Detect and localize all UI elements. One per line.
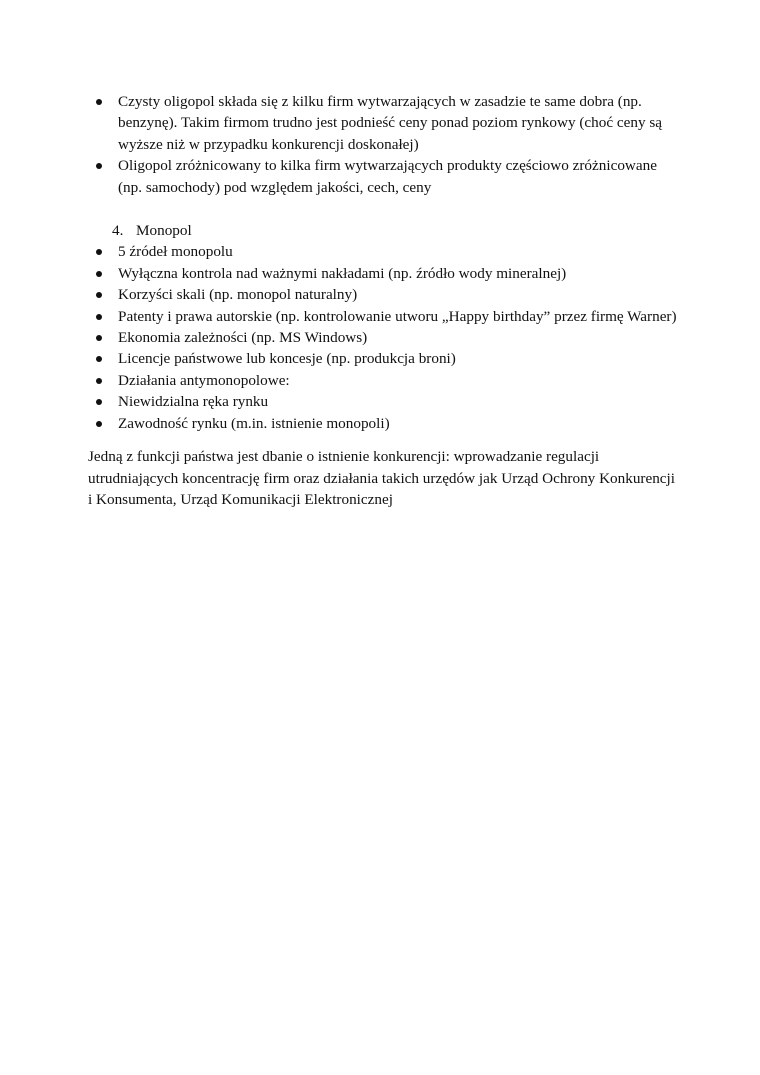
document-content bbox=[88, 91, 678, 510]
list-item-text: Ekonomia zależności (np. MS Windows) bbox=[118, 329, 368, 347]
list-item bbox=[88, 348, 678, 369]
oligopoly-list bbox=[88, 91, 678, 198]
section-title: Monopol bbox=[136, 222, 192, 240]
bullet-icon bbox=[96, 356, 102, 362]
list-item bbox=[88, 413, 678, 434]
list-item bbox=[88, 241, 678, 262]
bullet-icon bbox=[96, 399, 102, 405]
bullet-icon bbox=[96, 271, 102, 277]
list-item bbox=[88, 263, 678, 284]
list-item bbox=[88, 284, 678, 305]
section-heading bbox=[88, 220, 678, 241]
list-item bbox=[88, 391, 678, 412]
bullet-icon bbox=[96, 335, 102, 341]
section-number: 4. bbox=[112, 222, 124, 240]
list-item-text: Licencje państwowe lub koncesje (np. produkcja broni) bbox=[118, 350, 456, 368]
list-item-text: Niewidzialna ręka rynku bbox=[118, 393, 269, 411]
list-item-text: Korzyści skali (np. monopol naturalny) bbox=[118, 286, 358, 304]
closing-paragraph: Jedną z funkcji państwa jest dbanie o istnienie konkurencji: wprowadzanie regulacji utrudniających koncentrację firm oraz działania takich urzędów jak Urząd Ochrony Konkurencji i Konsumenta, Urząd Komunikacji Elektronicznej bbox=[88, 448, 675, 508]
list-item-text: Zawodność rynku (m.in. istnienie monopoli) bbox=[118, 414, 390, 432]
list-item bbox=[88, 370, 678, 391]
list-item-text: Oligopol zróżnicowany to kilka firm wytwarzających produkty częściowo zróżnicowane (np. samochody) pod względem jakości, cech, ceny bbox=[118, 157, 657, 196]
bullet-icon bbox=[96, 163, 102, 169]
monopoly-list bbox=[88, 241, 678, 434]
list-item bbox=[88, 327, 678, 348]
list-item-text: Czysty oligopol składa się z kilku firm wytwarzających w zasadzie te same dobra (np. benzynę). Takim firmom trudno jest podnieść ceny ponad poziom rynkowy (choć ceny są wyższe niż w przypadku konkurencji doskonałej) bbox=[118, 93, 662, 153]
list-item-text: Działania antymonopolowe: bbox=[118, 371, 290, 389]
list-item-text: Patenty i prawa autorskie (np. kontrolowanie utworu „Happy birthday” przez firmę Warner) bbox=[118, 307, 677, 325]
bullet-icon bbox=[96, 421, 102, 427]
list-item-text: Wyłączna kontrola nad ważnymi nakładami (np. źródło wody mineralnej) bbox=[118, 264, 567, 282]
list-item bbox=[88, 155, 678, 198]
bullet-icon bbox=[96, 292, 102, 298]
bullet-icon bbox=[96, 378, 102, 384]
bullet-icon bbox=[96, 99, 102, 105]
bullet-icon bbox=[96, 249, 102, 255]
bullet-icon bbox=[96, 314, 102, 320]
list-item-text: 5 źródeł monopolu bbox=[118, 243, 233, 261]
list-item bbox=[88, 91, 678, 155]
list-item bbox=[88, 306, 678, 327]
